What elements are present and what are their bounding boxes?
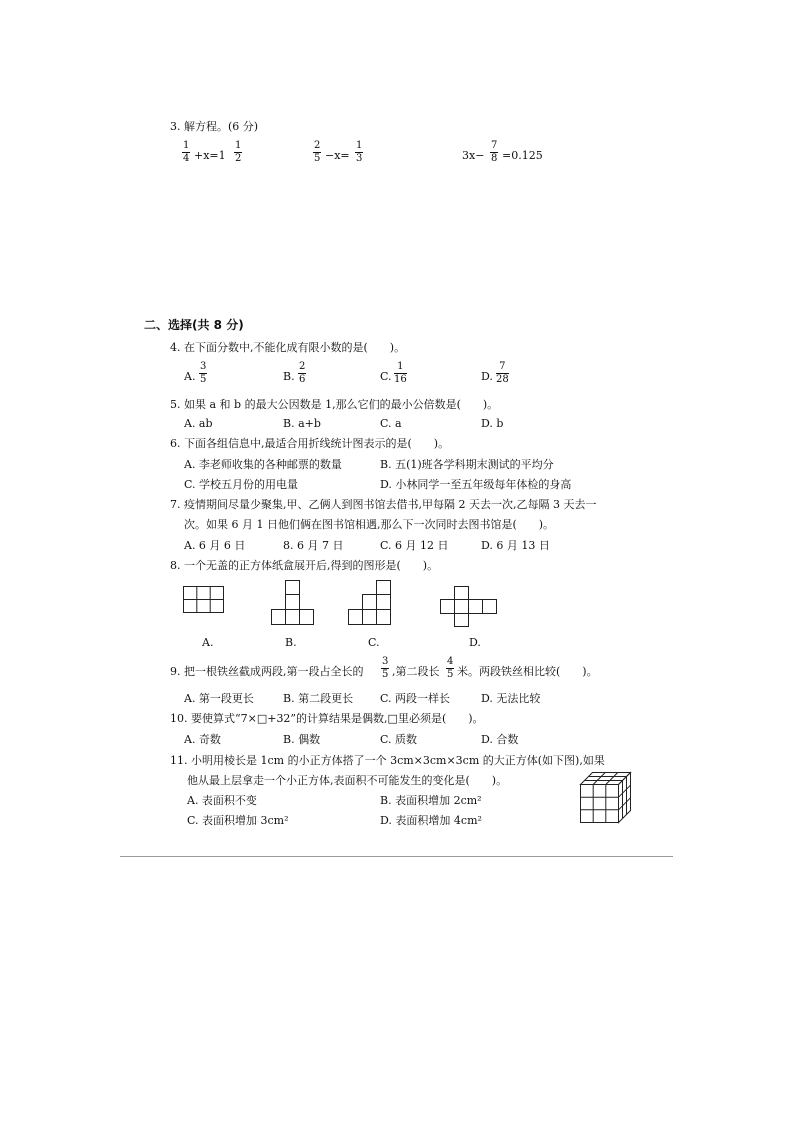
q7-stem-line1: 7. 疫情期间尽量少聚集,甲、乙俩人到图书馆去借书,甲每隔 2 天去一次,乙每隔 3 天去一 (170, 498, 597, 511)
q9-option-d: D. 无法比较 (481, 692, 541, 705)
q6-option-d: D. 小林同学一至五年级每年体检的身高 (380, 478, 572, 491)
q7-stem-line2: 次。如果 6 月 1 日他们俩在图书馆相遇,那么下一次同时去图书馆是( )。 (184, 518, 555, 531)
q10-option-c: C. 质数 (380, 733, 418, 746)
q11-stem-line2: 他从最上层拿走一个小正方体,表面积不可能发生的变化是( )。 (187, 774, 508, 787)
q11-option-a: A. 表面积不变 (187, 794, 257, 807)
equation-text: −x= (325, 149, 350, 162)
q5-option-b: B. a+b (283, 417, 321, 430)
q6-option-a: A. 李老师收集的各种邮票的数量 (184, 458, 342, 471)
q7-option-a: A. 6 月 6 日 (184, 539, 246, 552)
q8-label-b: B. (285, 636, 297, 649)
q5-stem: 5. 如果 a 和 b 的最大公因数是 1,那么它们的最小公倍数是( )。 (170, 398, 499, 411)
cube-net-b (271, 580, 315, 626)
q10-option-a: A. 奇数 (184, 733, 221, 746)
q6-stem: 6. 下面各组信息中,最适合用折线统计图表示的是( )。 (170, 437, 450, 450)
q5-option-c: C. a (380, 417, 402, 430)
fraction: $\frac{7}{8}$ (491, 140, 498, 164)
q11-option-b: B. 表面积增加 2cm² (380, 794, 482, 807)
q11-option-c: C. 表面积增加 3cm² (187, 814, 289, 827)
q6-option-b: B. 五(1)班各学科期末测试的平均分 (380, 458, 554, 471)
q7-option-d: D. 6 月 13 日 (481, 539, 550, 552)
q8-label-c: C. (368, 636, 380, 649)
q10-option-b: B. 偶数 (283, 733, 321, 746)
equation-text: =0.125 (502, 149, 543, 162)
q7-option-b: 8. 6 月 7 日 (283, 539, 344, 552)
q9-option-c: C. 两段一样长 (380, 692, 451, 705)
q8-stem: 8. 一个无盖的正方体纸盒展开后,得到的图形是( )。 (170, 559, 439, 572)
q4-stem: 4. 在下面分数中,不能化成有限小数的是( )。 (170, 341, 406, 354)
q11-option-d: D. 表面积增加 4cm² (380, 814, 482, 827)
page-divider (120, 856, 673, 857)
section-title: 二、选择(共 8 分) (144, 318, 244, 332)
q11-stem-line1: 11. 小明用棱长是 1cm 的小正方体搭了一个 3cm×3cm×3cm 的大正方体(如下图),如果 (170, 754, 605, 767)
q8-label-d: D. (469, 636, 481, 649)
equation-text: +x=1 (194, 149, 226, 162)
cube-net-c (348, 580, 392, 626)
q9-option-a: A. 第一段更长 (184, 692, 254, 705)
cube-net-d (440, 586, 498, 628)
q7-option-c: C. 6 月 12 日 (380, 539, 449, 552)
q5-option-d: D. b (481, 417, 504, 430)
equation-text: 3x− (462, 149, 485, 162)
fraction: $\frac{1}{4}$ (183, 140, 190, 164)
fraction: $\frac{2}{5}$ (314, 140, 321, 164)
cube-3x3x3-figure (580, 772, 632, 824)
q10-option-d: D. 合数 (481, 733, 519, 746)
cube-net-a (183, 586, 225, 614)
fraction: $\frac{1}{3}$ (356, 140, 363, 164)
q6-option-c: C. 学校五月份的用电量 (184, 478, 299, 491)
q3-title: 3. 解方程。(6 分) (170, 120, 259, 133)
q9-option-b: B. 第二段更长 (283, 692, 354, 705)
q8-label-a: A. (202, 636, 214, 649)
fraction: $\frac{1}{2}$ (235, 140, 242, 164)
q5-option-a: A. ab (184, 417, 213, 430)
q10-stem: 10. 要使算式“7×□+32”的计算结果是偶数,□里必须是( )。 (170, 712, 484, 725)
